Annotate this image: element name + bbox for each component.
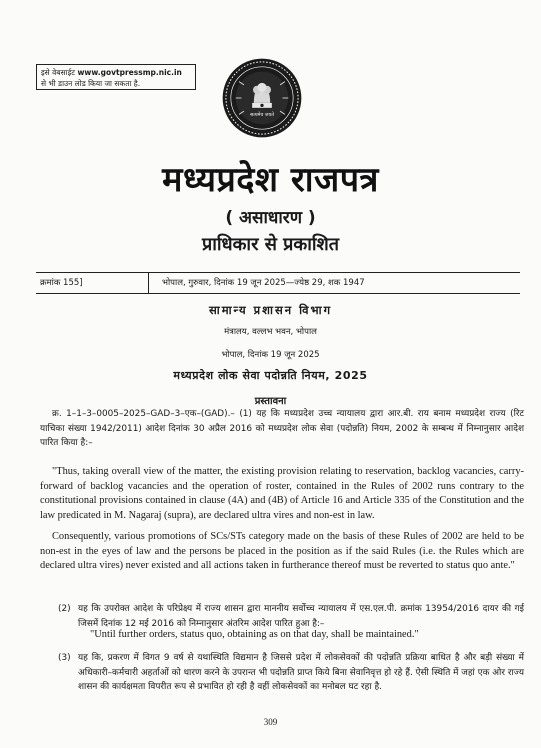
download-notice-prefix: इसे वेबसाईट <box>41 68 76 77</box>
paragraph-2 <box>58 602 524 631</box>
ministry-address: मंत्रालय, वल्लभ भवन, भोपाल <box>224 327 317 337</box>
rules-title: मध्यप्रदेश लोक सेवा पदोन्नति नियम, 2025 <box>173 369 368 382</box>
state-emblem-icon <box>221 57 303 139</box>
issue-divider <box>148 273 149 293</box>
preamble-heading: प्रस्तावना <box>254 396 287 407</box>
website-url[interactable]: www.govtpressmp.nic.in <box>77 68 182 77</box>
emblem-motto: सत्यमेव जयते <box>249 112 275 119</box>
court-quote-1: "Thus, taking overall view of the matter, the existing provision relating to reservation, backlog vacancies, carry-forward of backlog vacancies and the operation of roster, contained in the Rules of 2002 runs contrary to the constitutional provisions contained in clause (4A) and (4B) of Article 16 and Article 335 of the Constitution and the law predicated in M. Nagaraj (supra), are declared ultra vires and non-est in law. <box>40 466 524 521</box>
download-notice <box>36 64 196 90</box>
issue-date: भोपाल, गुरुवार, दिनांक 19 जून 2025—ज्येष्ठ 29, शक 1947 <box>162 278 365 288</box>
divider-top <box>36 272 520 273</box>
dateline: भोपाल, दिनांक 19 जून 2025 <box>221 350 320 360</box>
download-notice-line2: से भी डाउन लोड किया जा सकता है. <box>41 79 141 88</box>
issue-number: क्रमांक 155] <box>40 278 83 288</box>
page-number: 309 <box>263 717 278 727</box>
divider-bottom <box>36 293 520 294</box>
paragraph-2-number: (2) <box>58 604 71 614</box>
extraordinary-label: ( असाधारण ) <box>225 208 316 228</box>
gazette-title: मध्यप्रदेश राजपत्र <box>162 160 379 200</box>
department-heading: सामान्य प्रशासन विभाग <box>208 303 333 317</box>
paragraph-1: क्र. 1–1–3–0005–2025–GAD–3–एक–(GAD).– (1) यह कि मध्यप्रदेश उच्च न्यायालय द्वारा आर.बी. राय बनाम मध्यप्रदेश राज्य (रिट याचिका संख्या 1942/2011) आदेश दिनांक 30 अप्रैल 2016 को मध्यप्रदेश लोक सेवा (पदोन्नति) नियम, 2002 के सम्बन्ध में निम्नानुसार आदेश पारित किया है:– <box>40 409 524 448</box>
interim-order-quote: "Until further orders, status quo, obtaining as on that day, shall be maintained." <box>90 629 419 640</box>
authority-label: प्राधिकार से प्रकाशित <box>201 234 340 255</box>
paragraph-2-text: यह कि उपरोक्त आदेश के परिप्रेक्ष्य में राज्य शासन द्वारा माननीय सर्वोच्च न्यायालय में एस.एल.पी. क्रमांक 13954/2016 दायर की गई जिसमें दिनांक 12 मई 2016 को निम्नानुसार अंतरिम आदेश पारित हुआ है:– <box>78 604 524 629</box>
court-quote-2: Consequently, various promotions of SCs/STs category made on the basis of these Rules of 2002 are held to be non-est in the eyes of law and the persons be placed in the position as if the said Rules (i.e. the Rules which are declared ultra vires) never existed and all actions taken in furtherance thereof must be reverted to status quo ante." <box>40 531 524 572</box>
paragraph-3 <box>58 651 524 695</box>
paragraph-3-number: (3) <box>58 653 71 663</box>
paragraph-3-text: यह कि, प्रकरण में विगत 9 वर्ष से यथास्थिति विद्यमान है जिससे प्रदेश में लोकसेवकों की पदोन्नति प्रक्रिया बाधित है और बड़ी संख्या में अधिकारी–कर्मचारी अहर्ताओं को धारण करने के उपरान्त भी पदोन्नति प्राप्त किये बिना सेवानिवृत्त हो रहे हैं. ऐसी स्थिति में जहां एक ओर राज्य शासन की कार्यक्षमता विपरीत रूप से प्रभावित हो रही है वहीं लोकसेवकों का मनोबल घट रहा है. <box>78 653 524 692</box>
